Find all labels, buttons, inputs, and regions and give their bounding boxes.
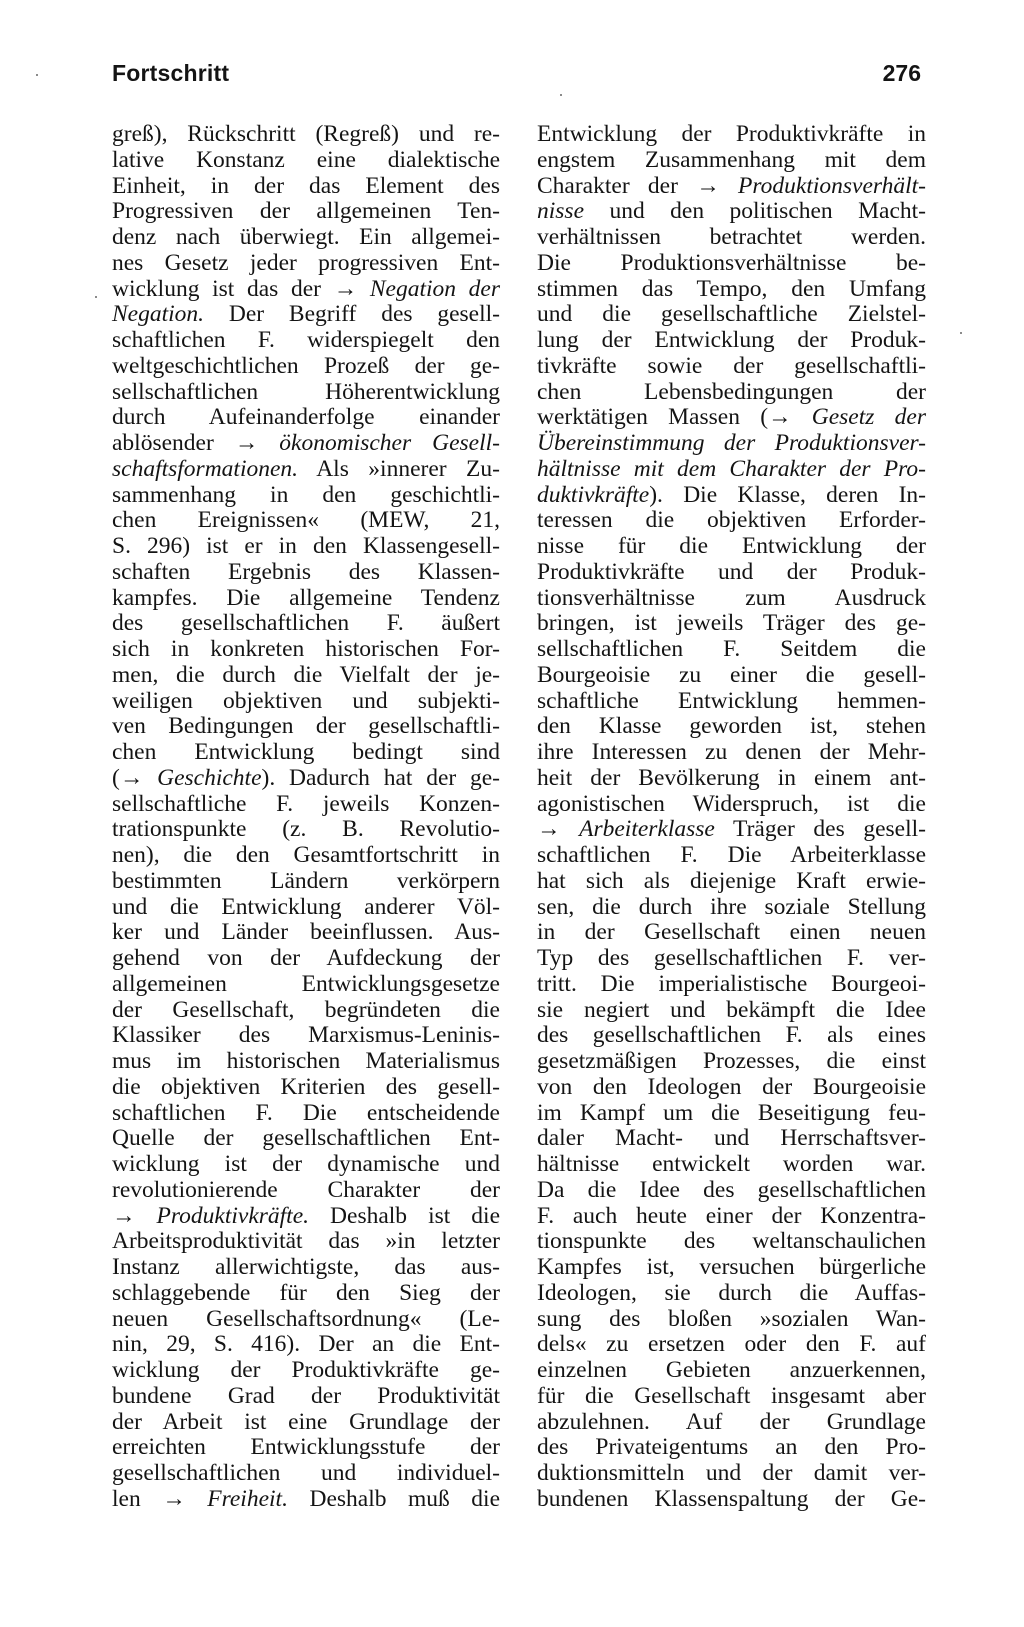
text-run: Klassiker des Marxismus-Leninis- <box>112 1022 500 1049</box>
text-line <box>537 1358 926 1384</box>
text-run: Progressiven der allgemeinen Ten- <box>112 198 500 225</box>
text-line <box>112 560 500 586</box>
text-line <box>112 199 500 225</box>
text-run: engstem Zusammenhang mit dem <box>537 146 926 173</box>
text-run: gesetzmäßigen Prozesses, die einst <box>537 1048 926 1074</box>
text-run: heit der Bevölkerung in einem ant- <box>537 764 926 791</box>
text-run: abzulehnen. Auf der Grundlage <box>537 1408 926 1435</box>
text-line <box>537 946 926 972</box>
text-run: schaftliche Entwicklung hemmen- <box>537 687 926 714</box>
scan-speck <box>95 296 97 298</box>
text-run: dels« zu ersetzen oder den F. auf <box>537 1331 926 1358</box>
text-line <box>537 611 926 637</box>
text-line <box>537 689 926 715</box>
text-line <box>112 1358 500 1384</box>
text-run: weiligen objektiven und subjekti- <box>112 687 500 714</box>
text-run: schaften Ergebnis des Klassen- <box>112 558 500 585</box>
italic-term: Übereinstimmung der Produktionsver- <box>537 430 926 456</box>
text-line <box>537 1435 926 1461</box>
italic-term: Arbeiterklasse <box>579 816 715 843</box>
text-run: ven Bedingungen der gesellschaftli- <box>112 713 500 740</box>
text-run: ker und Länder beeinflussen. Aus- <box>112 919 500 946</box>
text-line <box>112 1229 500 1255</box>
text-column-left <box>112 122 500 1513</box>
italic-term: → Negation der <box>333 275 500 302</box>
text-run: einzelnen Gebieten anzuerkennen, <box>537 1357 926 1383</box>
text-run: sellschaftlichen Höherentwicklung <box>112 378 500 405</box>
text-run: stimmen das Tempo, den Umfang <box>537 275 926 302</box>
text-line <box>112 354 500 380</box>
text-run: für die Gesellschaft insgesamt aber <box>537 1382 926 1409</box>
text-run: kampfes. Die allgemeine Tendenz <box>112 584 500 611</box>
text-run: bundenen Klassenspaltung der Ge- <box>537 1485 926 1512</box>
text-run: der Gesellschaft, begründeten die <box>112 996 500 1023</box>
text-run: lung der Entwicklung der Produk- <box>537 327 926 353</box>
text-line <box>112 637 500 663</box>
text-run: lative Konstanz eine dialektische <box>112 146 500 173</box>
scan-speck <box>36 74 38 76</box>
text-line <box>112 740 500 766</box>
text-line <box>537 148 926 174</box>
text-run: bringen, ist jeweils Träger des ge- <box>537 610 926 637</box>
scan-speck <box>960 332 962 334</box>
text-run: den Klasse geworden ist, stehen <box>537 713 926 740</box>
italic-term: Freiheit. <box>207 1485 288 1512</box>
text-line <box>537 405 926 431</box>
italic-term: schaftsformationen. <box>112 455 299 482</box>
text-line <box>112 431 500 457</box>
running-head-title: Fortschritt <box>112 60 230 86</box>
text-line <box>537 1204 926 1230</box>
text-run: tivkräfte sowie der gesellschaftli- <box>537 352 926 379</box>
text-run: men, die durch die Vielfalt der je- <box>112 661 500 688</box>
text-run: ihre Interessen zu denen der Mehr- <box>537 739 926 765</box>
text-run: weltgeschichtlichen Prozeß der ge- <box>112 352 500 379</box>
text-line <box>537 199 926 225</box>
text-line <box>537 457 926 483</box>
text-run: sellschaftlichen F. Seitdem die <box>537 636 926 662</box>
text-run: nisse für die Entwicklung der <box>537 533 926 559</box>
text-line <box>112 405 500 431</box>
text-run: in der Gesellschaft einen neuen <box>537 919 926 946</box>
text-run: verhältnissen betrachtet werden. <box>537 224 926 250</box>
text-column-right <box>537 122 926 1513</box>
text-line <box>112 380 500 406</box>
text-line <box>537 1332 926 1358</box>
text-line <box>537 483 926 509</box>
italic-term: Produktivkräfte. <box>156 1202 310 1229</box>
text-line <box>537 1049 926 1075</box>
text-line <box>112 1101 500 1127</box>
text-line <box>112 895 500 921</box>
text-line <box>112 534 500 560</box>
text-line <box>537 1255 926 1281</box>
text-run: Die Produktionsverhältnisse be- <box>537 249 926 276</box>
text-line <box>112 663 500 689</box>
text-line <box>112 843 500 869</box>
text-line <box>537 302 926 328</box>
text-run: bundene Grad der Produktivität <box>112 1382 500 1409</box>
text-run: Kampfes ist, versuchen bürgerliche <box>537 1254 926 1280</box>
text-line <box>112 611 500 637</box>
text-run: sen, die durch ihre soziale Stellung <box>537 893 926 920</box>
text-line <box>112 998 500 1024</box>
text-run: des Privateigentums an den Pro- <box>537 1434 926 1461</box>
text-line <box>112 508 500 534</box>
running-header <box>112 60 921 94</box>
scan-speck <box>560 94 562 96</box>
text-line <box>537 817 926 843</box>
text-line <box>537 251 926 277</box>
text-run: Ideologen, sie durch die Auffas- <box>537 1279 926 1306</box>
text-line <box>537 637 926 663</box>
text-run: gehend von der Aufdeckung der <box>112 945 500 971</box>
text-run: schlaggebende für den Sieg der <box>112 1279 500 1306</box>
text-run: sellschaftliche F. jeweils Konzen- <box>112 790 500 817</box>
page-number: 276 <box>882 60 921 86</box>
text-line <box>112 122 500 148</box>
text-run: nen), die den Gesamtfortschritt in <box>112 842 500 868</box>
text-line <box>112 1332 500 1358</box>
text-line <box>537 1178 926 1204</box>
text-line <box>537 534 926 560</box>
italic-term: nisse <box>537 198 584 225</box>
text-line <box>112 1461 500 1487</box>
text-run: Bourgeoisie zu einer die gesell- <box>537 661 926 688</box>
text-run: → <box>112 1202 157 1229</box>
text-run: bestimmten Ländern verkörpern <box>112 867 500 894</box>
text-line <box>112 946 500 972</box>
text-run: → <box>537 816 580 843</box>
text-line <box>537 766 926 792</box>
text-run: sung des bloßen »sozialen Wan- <box>537 1305 926 1332</box>
text-line <box>112 1307 500 1333</box>
text-run: der Arbeit ist eine Grundlage der <box>112 1408 500 1435</box>
text-line <box>537 1487 926 1513</box>
text-run: chen Entwicklung bedingt sind <box>112 739 500 765</box>
text-line <box>537 508 926 534</box>
text-line <box>537 380 926 406</box>
text-run: nes Gesetz jeder progressiven Ent- <box>112 249 500 276</box>
text-line <box>537 225 926 251</box>
text-line <box>112 972 500 998</box>
text-run: wicklung ist das der <box>112 275 334 302</box>
text-run: sie negiert und bekämpft die Idee <box>537 996 926 1023</box>
italic-term: duktivkräfte <box>537 481 650 508</box>
text-run: des gesellschaftlichen F. als eines <box>537 1022 926 1049</box>
text-run: Entwicklung der Produktivkräfte in <box>537 121 926 147</box>
text-run: ablösender <box>112 430 235 456</box>
text-line <box>537 920 926 946</box>
text-line <box>537 1410 926 1436</box>
italic-term: Produktionsverhält- <box>738 172 926 199</box>
text-line <box>112 817 500 843</box>
text-run: des gesellschaftlichen F. äußert <box>112 610 500 637</box>
text-run: chen Ereignissen« (MEW, 21, <box>112 507 500 534</box>
text-run: tritt. Die imperialistische Bourgeoi- <box>537 970 926 997</box>
text-line <box>112 766 500 792</box>
text-run: ). Dadurch hat der ge- <box>261 764 500 791</box>
text-run: hat sich als diejenige Kraft erwie- <box>537 867 926 894</box>
text-run: nin, 29, S. 416). Der an die Ent- <box>112 1331 500 1358</box>
text-line <box>112 1152 500 1178</box>
italic-term: Gesetz der <box>811 404 926 431</box>
text-line <box>112 483 500 509</box>
text-line <box>537 895 926 921</box>
text-run: denz nach überwiegt. Ein allgemei- <box>112 224 500 250</box>
text-line <box>112 714 500 740</box>
text-run: schaftlichen F. Die entscheidende <box>112 1099 500 1126</box>
text-line <box>537 740 926 766</box>
text-run: Träger des gesell- <box>714 816 926 843</box>
text-line <box>112 1075 500 1101</box>
text-run: teressen die objektiven Erforder- <box>537 507 926 534</box>
text-run: tionspunkte des weltanschaulichen <box>537 1228 926 1255</box>
text-line <box>112 302 500 328</box>
text-run: durch Aufeinanderfolge einander <box>112 404 500 431</box>
text-line <box>112 1049 500 1075</box>
text-line <box>537 174 926 200</box>
text-run: Deshalb muß die <box>287 1485 500 1512</box>
text-line <box>537 1075 926 1101</box>
text-run: daler Macht- und Herrschaftsver- <box>537 1125 926 1152</box>
text-line <box>112 148 500 174</box>
text-run: Einheit, in der das Element des <box>112 172 500 199</box>
text-line <box>537 560 926 586</box>
text-run: revolutionierende Charakter der <box>112 1176 500 1203</box>
text-run: Arbeitsproduktivität das »in letzter <box>112 1228 500 1255</box>
text-run: gesellschaftlichen und individuel- <box>112 1460 500 1486</box>
text-run: im Kampf um die Beseitigung feu- <box>537 1099 926 1126</box>
text-line <box>537 714 926 740</box>
text-run: schaftlichen F. widerspiegelt den <box>112 327 500 353</box>
text-line <box>112 920 500 946</box>
text-line <box>537 328 926 354</box>
text-run: Typ des gesellschaftlichen F. ver- <box>537 945 926 971</box>
text-line <box>537 1384 926 1410</box>
text-run: sich in konkreten historischen For- <box>112 636 500 662</box>
text-run: Als »innerer Zu- <box>298 455 500 482</box>
italic-term: Negation. <box>112 301 205 328</box>
italic-term: hältnisse mit dem Charakter der Pro- <box>537 455 926 482</box>
text-line <box>537 1126 926 1152</box>
text-line <box>537 354 926 380</box>
text-run: S. 296) ist er in den Klassengesell- <box>112 533 500 559</box>
text-run: Instanz allerwichtigste, das aus- <box>112 1254 500 1280</box>
text-run: Deshalb ist die <box>309 1202 501 1229</box>
text-line <box>112 225 500 251</box>
text-run: ). Die Klasse, deren In- <box>649 481 926 508</box>
text-run: chen Lebensbedingungen der <box>537 378 926 405</box>
text-line <box>112 1023 500 1049</box>
text-run: wicklung ist der dynamische und <box>112 1151 500 1177</box>
text-run: schaftlichen F. Die Arbeiterklasse <box>537 842 926 868</box>
text-line <box>112 251 500 277</box>
text-run: Quelle der gesellschaftlichen Ent- <box>112 1125 500 1152</box>
text-run: hältnisse entwickelt worden war. <box>537 1151 926 1177</box>
text-run: Charakter der → <box>537 172 739 199</box>
text-line <box>537 869 926 895</box>
italic-term: Geschichte <box>157 764 262 791</box>
text-line <box>112 277 500 303</box>
text-run: und die Entwicklung anderer Völ- <box>112 893 500 920</box>
text-run: neuen Gesellschaftsordnung« (Le- <box>112 1305 500 1332</box>
text-line <box>537 663 926 689</box>
text-line <box>537 122 926 148</box>
text-run: die objektiven Kriterien des gesell- <box>112 1073 500 1100</box>
text-run: mus im historischen Materialismus <box>112 1048 500 1074</box>
text-line <box>112 1178 500 1204</box>
text-line <box>112 1281 500 1307</box>
text-run: von den Ideologen der Bourgeoisie <box>537 1073 926 1100</box>
text-line <box>537 1152 926 1178</box>
text-run: wicklung der Produktivkräfte ge- <box>112 1357 500 1383</box>
text-line <box>537 843 926 869</box>
text-line <box>112 1435 500 1461</box>
text-run: Der Begriff des gesell- <box>204 301 500 328</box>
text-line <box>112 1384 500 1410</box>
text-run: erreichten Entwicklungsstufe der <box>112 1434 500 1461</box>
text-line <box>112 792 500 818</box>
text-run: F. auch heute einer der Konzentra- <box>537 1202 926 1229</box>
text-run: len → <box>112 1485 208 1512</box>
text-run: Da die Idee des gesellschaftlichen <box>537 1176 926 1203</box>
text-run: und den politischen Macht- <box>584 198 926 225</box>
text-line <box>537 1229 926 1255</box>
text-line <box>112 586 500 612</box>
text-run: Produktivkräfte und der Produk- <box>537 558 926 585</box>
text-line <box>537 1281 926 1307</box>
text-run: sammenhang in den geschichtli- <box>112 481 500 508</box>
text-run: tionsverhältnisse zum Ausdruck <box>537 584 926 611</box>
text-line <box>537 1307 926 1333</box>
text-run: (→ <box>112 764 158 791</box>
text-line <box>537 277 926 303</box>
text-run: und die gesellschaftliche Zielstel- <box>537 301 926 328</box>
text-line <box>112 1126 500 1152</box>
text-line <box>537 1101 926 1127</box>
text-line <box>537 1461 926 1487</box>
text-line <box>537 998 926 1024</box>
text-line <box>537 972 926 998</box>
text-line <box>112 174 500 200</box>
text-line <box>112 1255 500 1281</box>
text-line <box>112 1487 500 1513</box>
text-run: greß), Rückschritt (Regreß) und re- <box>112 121 500 147</box>
text-run: trationspunkte (z. B. Revolutio- <box>112 816 500 843</box>
text-run: allgemeinen Entwicklungsgesetze <box>112 970 500 997</box>
text-line <box>112 328 500 354</box>
text-run: werktätigen Massen (→ <box>537 404 812 431</box>
text-line <box>537 792 926 818</box>
text-line <box>537 1023 926 1049</box>
text-line <box>112 1204 500 1230</box>
text-line <box>537 431 926 457</box>
text-line <box>112 1410 500 1436</box>
text-line <box>537 586 926 612</box>
text-run: agonistischen Widerspruch, ist die <box>537 790 926 817</box>
text-line <box>112 457 500 483</box>
italic-term: → ökonomischer Gesell- <box>234 430 500 456</box>
text-line <box>112 869 500 895</box>
text-run: duktionsmitteln und der damit ver- <box>537 1460 926 1486</box>
text-line <box>112 689 500 715</box>
